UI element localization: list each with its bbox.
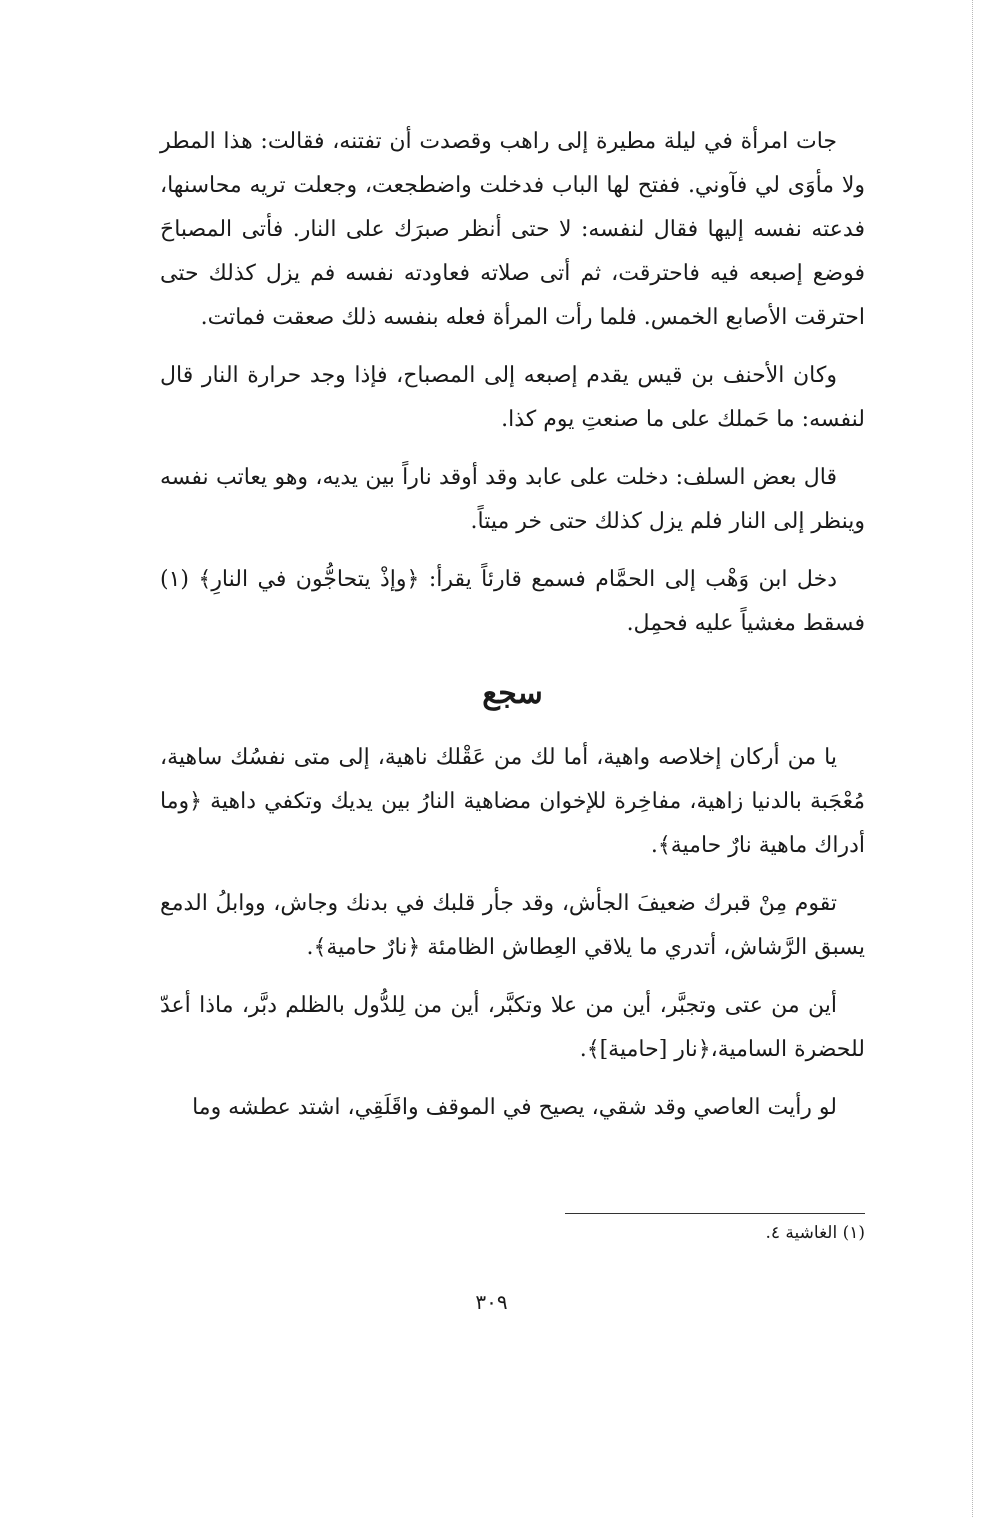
paragraph-saj-1: يا من أركان إخلاصه واهية، أما لك من عَقْلك ناهية، إلى متى نفسُك ساهية، مُعْجَبة بالدنيا زاهية، مفاخِرة للإخوان مضاهية النارُ بين يديك وتكفي داهية ﴿وما أدراك ماهية نارٌ حامية﴾. — [160, 745, 865, 858]
page-number: ٣٠٩ — [475, 1290, 508, 1314]
paragraph-saj-4: لو رأيت العاصي وقد شقي، يصيح في الموقف واقَلَقِي، اشتد عطشه وما — [192, 1095, 837, 1120]
page-body — [160, 120, 865, 1144]
paragraph-ahnaf: وكان الأحنف بن قيس يقدم إصبعه إلى المصباح، فإذا وجد حرارة النار قال لنفسه: ما حَملك على ما صنعتِ يوم كذا. — [160, 363, 865, 432]
paragraph-ibn-wahb: دخل ابن وَهْب إلى الحمَّام فسمع قارئاً يقرأ: ﴿وإذْ يتحاجُّون في النارِ﴾ (١) فسقط مغشياً عليه فحمِل. — [160, 567, 865, 636]
paragraph-monk-story: جات امرأة في ليلة مطيرة إلى راهب وقصدت أن تفتنه، فقالت: هذا المطر ولا مأوَى لي فآوني. ففتح لها الباب فدخلت واضطجعت، وجعلت تريه محاسنها، فدعته نفسه إليها فقال لنفسه: لا حتى أنظر صبرَك على النار. فأتى المصباحَ فوضع إصبعه فيه فاحترقت، ثم أتى صلاته فعاودته نفسه فم يزل كذلك حتى احترقت الأصابع الخمس. فلما رأت المرأة فعله بنفسه ذلك صعقت فماتت. — [160, 129, 865, 330]
footnote: (١) الغاشية ٤. — [765, 1223, 865, 1243]
paragraph-saj-2: تقوم مِنْ قبرك ضعيفَ الجأش، وقد جأر قلبك في بدنك وجاش، ووابلُ الدمع يسبق الرَّشاش، أتدري ما يلاقي العِطاش الظامئة ﴿نارٌ حامية﴾. — [160, 891, 865, 960]
section-heading: سجع — [482, 676, 543, 711]
footnote-divider — [565, 1213, 865, 1214]
paragraph-salaf: قال بعض السلف: دخلت على عابد وقد أوقد ناراً بين يديه، وهو يعاتب نفسه وينظر إلى النار فلم يزل كذلك حتى خر ميتاً. — [160, 465, 865, 534]
paragraph-saj-3: أين من عتى وتجبَّر، أين من علا وتكبَّر، أين من لِلدُّول بالظلم دبَّر، ماذا أعدّ للحضرة السامية،﴿نار [حامية]﴾. — [160, 993, 865, 1062]
